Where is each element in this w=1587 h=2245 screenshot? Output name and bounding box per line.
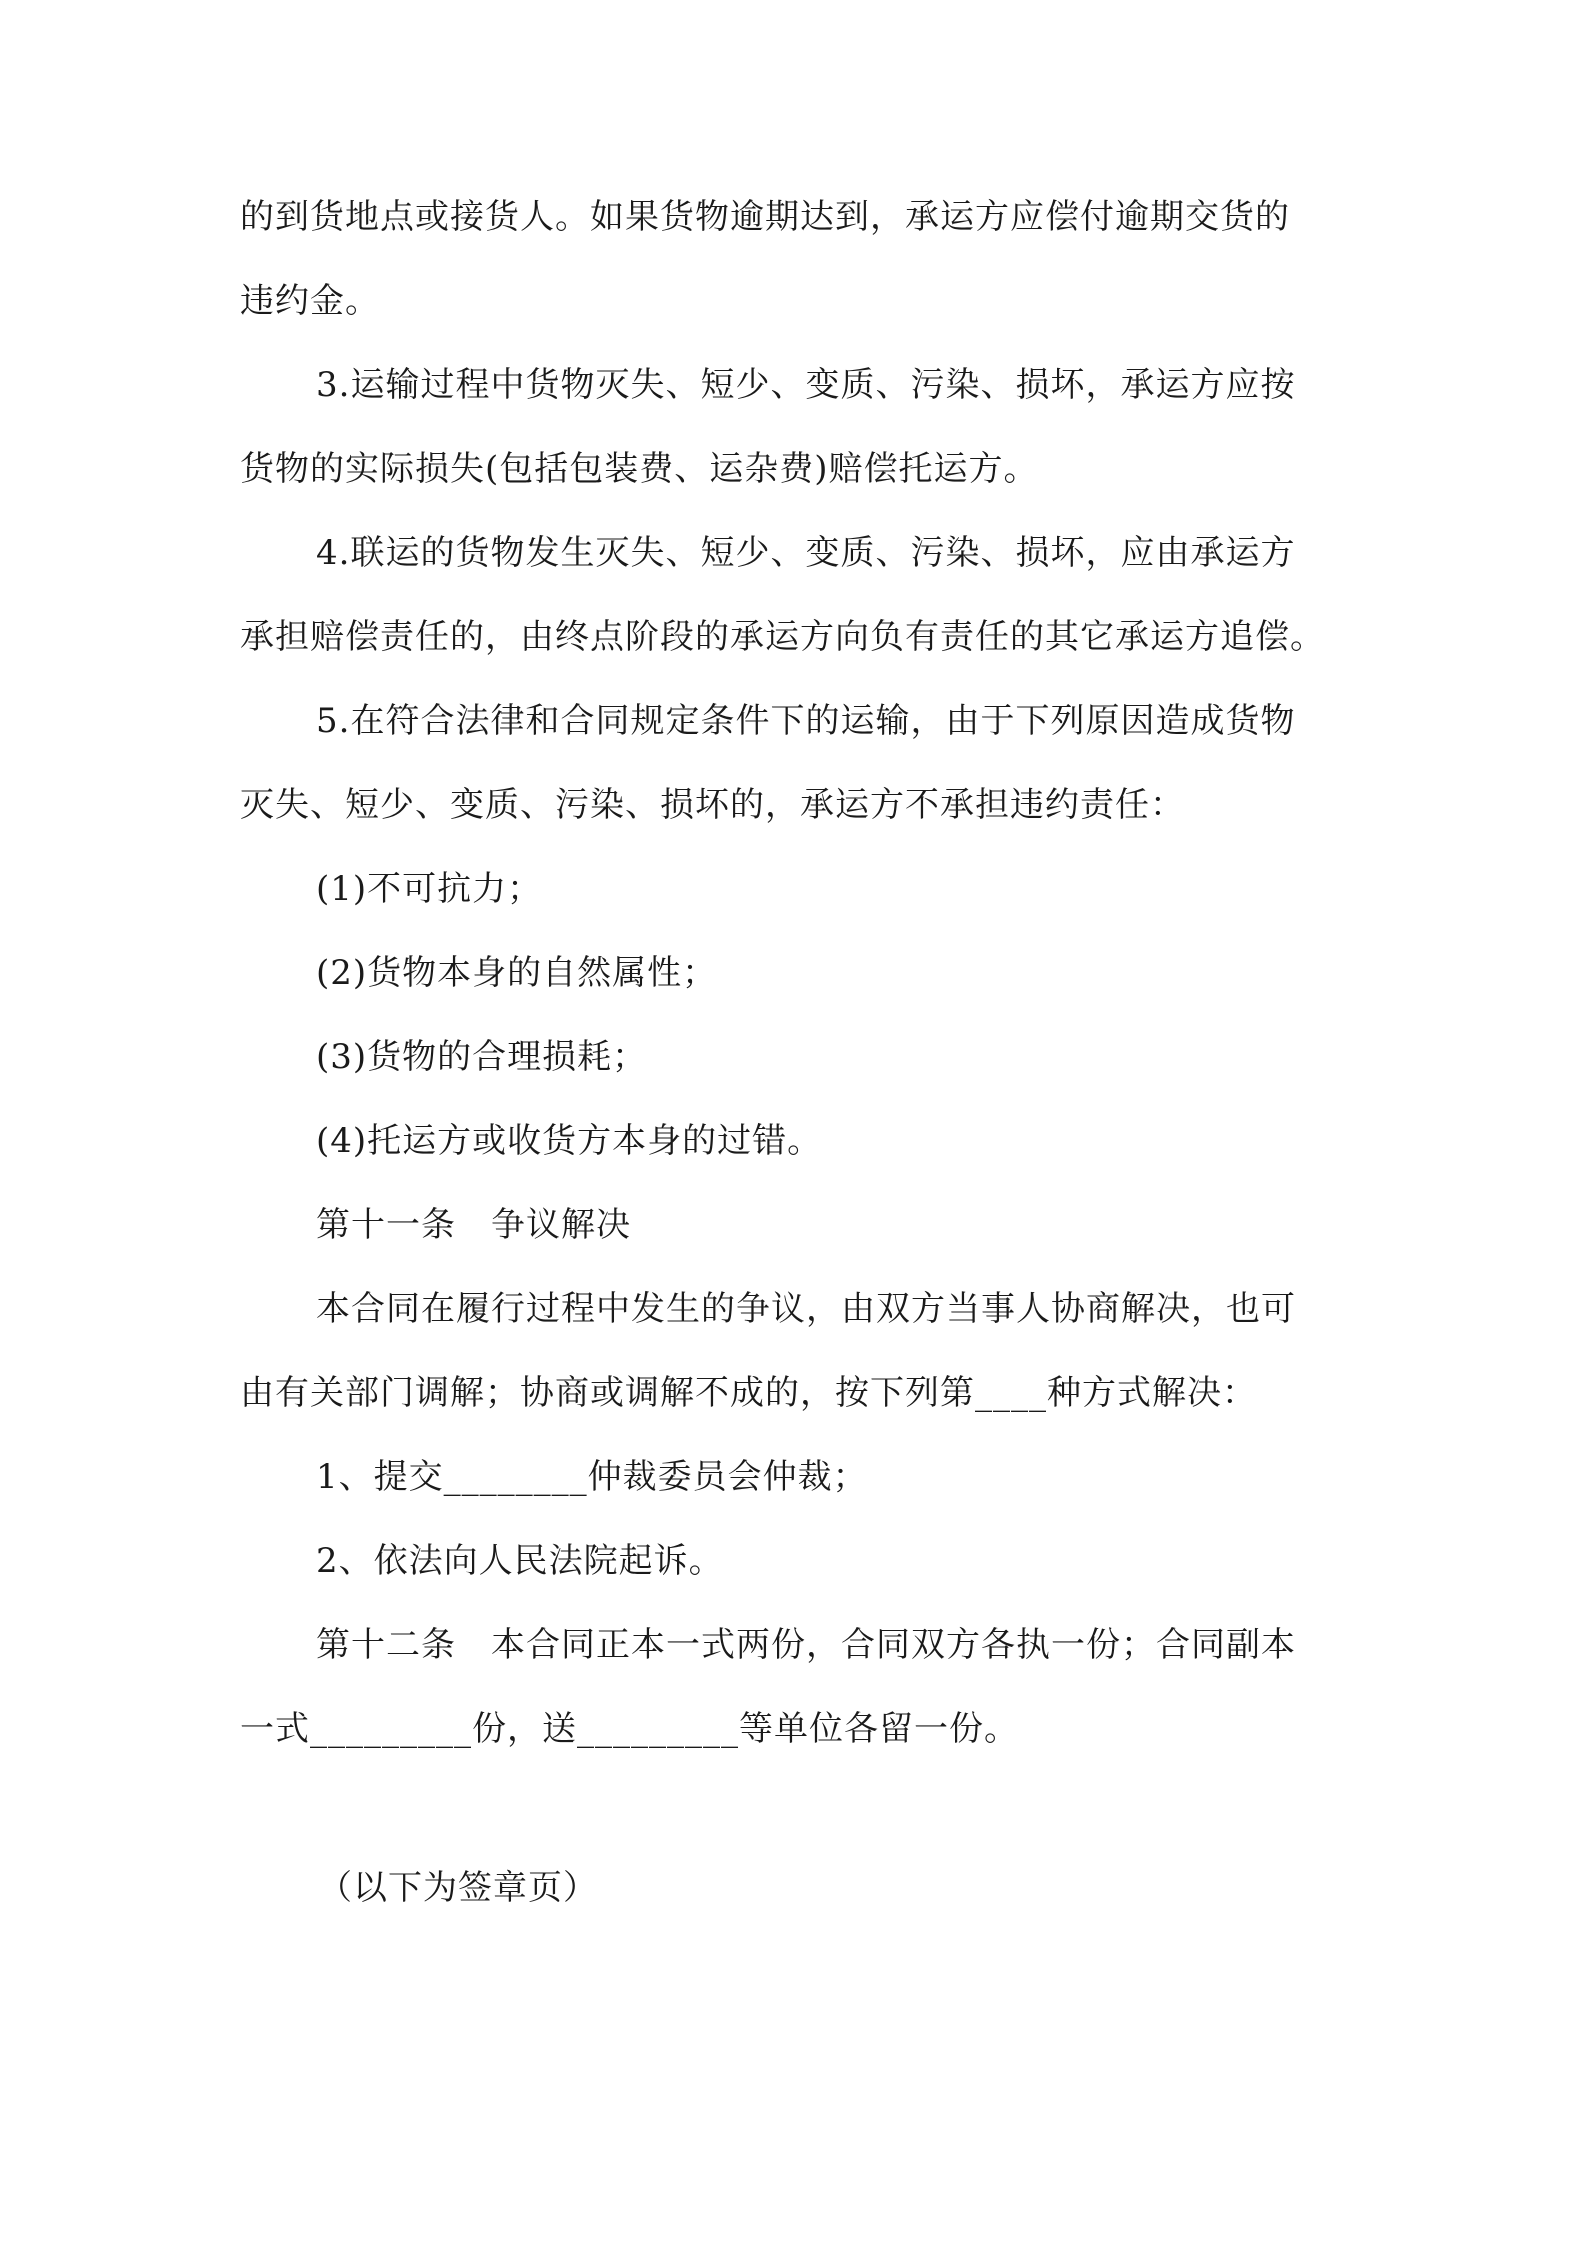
text-line: 违约金。 [240,281,380,321]
text-line: 由有关部门调解；协商或调解不成的，按下列第____种方式解决： [240,1373,1257,1413]
text-line: 灭失、短少、变质、污染、损坏的，承运方不承担违约责任： [240,785,1185,825]
signature-page-note: （以下为签章页） [318,1868,598,1908]
text-line: 承担赔偿责任的，由终点阶段的承运方向负有责任的其它承运方追偿。 [240,617,1325,657]
text-line: 货物的实际损失(包括包装费、运杂费)赔偿托运方。 [240,449,1039,489]
article-11-heading: 第十一条 争议解决 [316,1205,631,1245]
list-item: 1、提交________仲裁委员会仲裁； [316,1457,868,1497]
text-line: 一式_________份，送_________等单位各留一份。 [240,1709,1019,1749]
list-item: (3)货物的合理损耗； [316,1037,648,1077]
document-body [240,196,1360,1792]
list-item: (1)不可抗力； [316,869,543,909]
text-line: 本合同在履行过程中发生的争议，由双方当事人协商解决，也可 [316,1289,1296,1329]
clause-3: 3.运输过程中货物灭失、短少、变质、污染、损坏，承运方应按 [316,365,1296,405]
text-line: 的到货地点或接货人。如果货物逾期达到，承运方应偿付逾期交货的 [240,197,1290,237]
clause-4: 4.联运的货物发生灭失、短少、变质、污染、损坏，应由承运方 [316,533,1296,573]
list-item: (2)货物本身的自然属性； [316,953,718,993]
list-item: 2、依法向人民法院起诉。 [316,1541,724,1581]
clause-5: 5.在符合法律和合同规定条件下的运输，由于下列原因造成货物 [316,701,1296,741]
article-12: 第十二条 本合同正本一式两份，合同双方各执一份；合同副本 [316,1625,1296,1665]
list-item: (4)托运方或收货方本身的过错。 [316,1121,823,1161]
